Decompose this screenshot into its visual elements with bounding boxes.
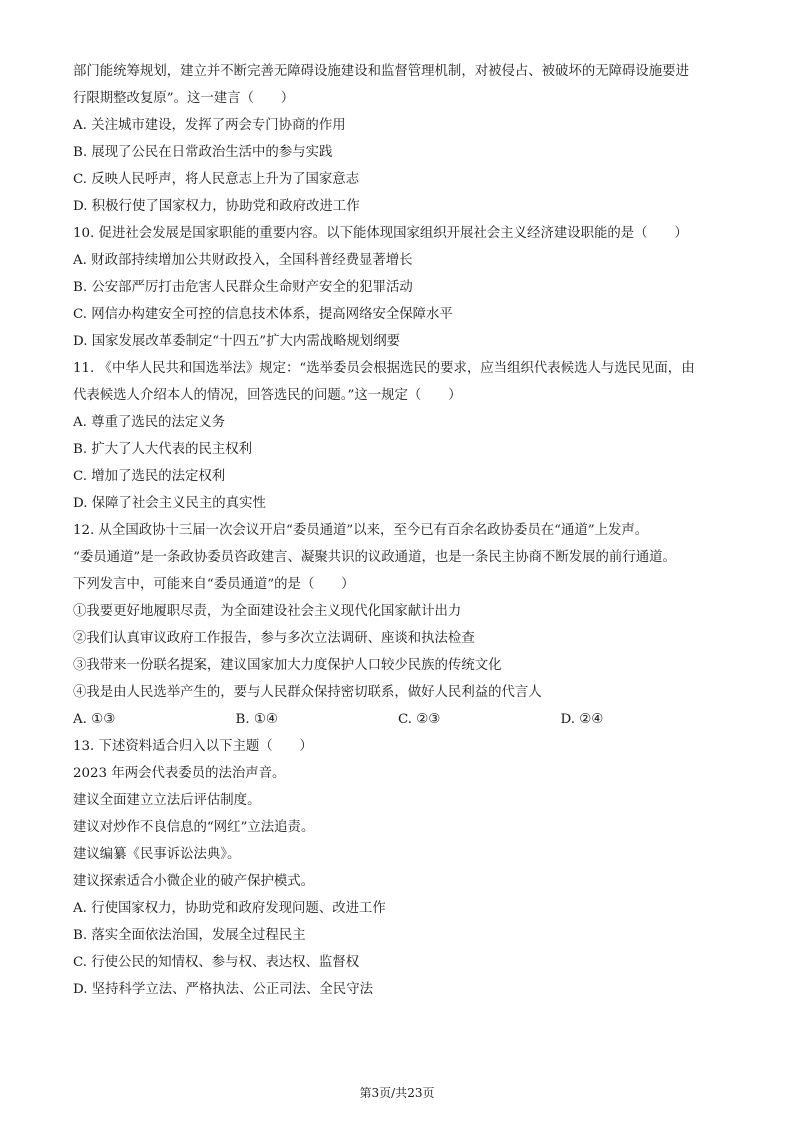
question-stem-line: 行限期整改复原”。这一建言（ ） bbox=[73, 91, 295, 106]
option-b: B. 公安部严厉打击危害人民群众生命财产安全的犯罪活动 bbox=[73, 280, 413, 295]
question-13 bbox=[73, 733, 723, 1003]
question-12 bbox=[73, 517, 723, 733]
material-line: 建议探索适合小微企业的破产保护模式。 bbox=[73, 874, 315, 889]
statement-1: ①我要更好地履职尽责，为全面建设社会主义现代化国家献计出力 bbox=[73, 604, 462, 619]
option-b: B. 扩大了人大代表的民主权利 bbox=[73, 442, 253, 457]
choice-d: D. ②④ bbox=[560, 712, 604, 727]
option-c: C. 网信办构建安全可控的信息技术体系，提高网络安全保障水平 bbox=[73, 307, 453, 322]
material-line: 建议编纂《民事诉讼法典》。 bbox=[73, 847, 241, 862]
question-stem: 13. 下述资料适合归入以下主题（ ） bbox=[73, 739, 313, 754]
option-c: C. 反映人民呼声，将人民意志上升为了国家意志 bbox=[73, 172, 360, 187]
exam-page bbox=[73, 58, 723, 1003]
option-b: B. 展现了公民在日常政治生活中的参与实践 bbox=[73, 145, 333, 160]
option-a: A. 尊重了选民的法定义务 bbox=[73, 415, 226, 430]
option-c: C. 增加了选民的法定权利 bbox=[73, 469, 226, 484]
statement-3: ③我带来一份联名提案，建议国家加大力度保护人口较少民族的传统文化 bbox=[73, 658, 502, 673]
option-d: D. 保障了社会主义民主的真实性 bbox=[73, 496, 266, 511]
question-stem-line: “委员通道”是一条政协委员咨政建言、凝聚共识的议政通道，也是一条民主协商不断发展的前行通道。 bbox=[73, 550, 676, 565]
choice-c: C. ②③ bbox=[398, 712, 441, 727]
material-line: 2023 年两会代表委员的法治声音。 bbox=[73, 766, 286, 781]
choice-b: B. ①④ bbox=[235, 712, 278, 727]
option-a: A. 关注城市建设，发挥了两会专门协商的作用 bbox=[73, 118, 346, 133]
choice-a: A. ①③ bbox=[73, 712, 116, 727]
question-10 bbox=[73, 220, 723, 355]
statement-4: ④我是由人民选举产生的，要与人民群众保持密切联系，做好人民利益的代言人 bbox=[73, 685, 542, 700]
question-stem-line: 部门能统筹规划，建立并不断完善无障碍设施建设和监督管理机制，对被侵占、被破坏的无障碍设施要进 bbox=[73, 64, 689, 79]
question-stem-line: 代表候选人介绍本人的情况，回答选民的问题。”这一规定（ ） bbox=[73, 388, 462, 403]
question-stem-line: 12. 从全国政协十三届一次会议开启“委员通道”以来，至今已有百余名政协委员在“通道”上发声。 bbox=[73, 523, 649, 538]
question-stem: 10. 促进社会发展是国家职能的重要内容。以下能体现国家组织开展社会主义经济建设职能的是（ ） bbox=[73, 226, 688, 241]
question-stem-line: 11. 《中华人民共和国选举法》规定：“选举委员会根据选民的要求，应当组织代表候选人与选民见面，由 bbox=[73, 361, 695, 376]
statement-2: ②我们认真审议政府工作报告，参与多次立法调研、座谈和执法检查 bbox=[73, 631, 475, 646]
material-line: 建议全面建立立法后评估制度。 bbox=[73, 793, 261, 808]
option-a: A. 财政部持续增加公共财政投入，全国科普经费显著增长 bbox=[73, 253, 413, 268]
material-line: 建议对炒作不良信息的“网红”立法追责。 bbox=[73, 820, 315, 835]
question-9-continuation bbox=[73, 58, 723, 220]
question-11 bbox=[73, 355, 723, 517]
question-stem-line: 下列发言中，可能来自“委员通道”的是（ ） bbox=[73, 577, 355, 592]
option-c: C. 行使公民的知情权、参与权、表达权、监督权 bbox=[73, 955, 360, 970]
option-a: A. 行使国家权力，协助党和政府发现问题、改进工作 bbox=[73, 901, 386, 916]
option-b: B. 落实全面依法治国，发展全过程民主 bbox=[73, 928, 306, 943]
option-d: D. 国家发展改革委制定“十四五”扩大内需战略规划纲要 bbox=[73, 334, 401, 349]
option-d: D. 坚持科学立法、严格执法、公正司法、全民守法 bbox=[73, 982, 373, 997]
page-number: 第3页/共23页 bbox=[359, 1086, 435, 1100]
answer-choices bbox=[73, 706, 723, 733]
option-d: D. 积极行使了国家权力，协助党和政府改进工作 bbox=[73, 199, 360, 214]
